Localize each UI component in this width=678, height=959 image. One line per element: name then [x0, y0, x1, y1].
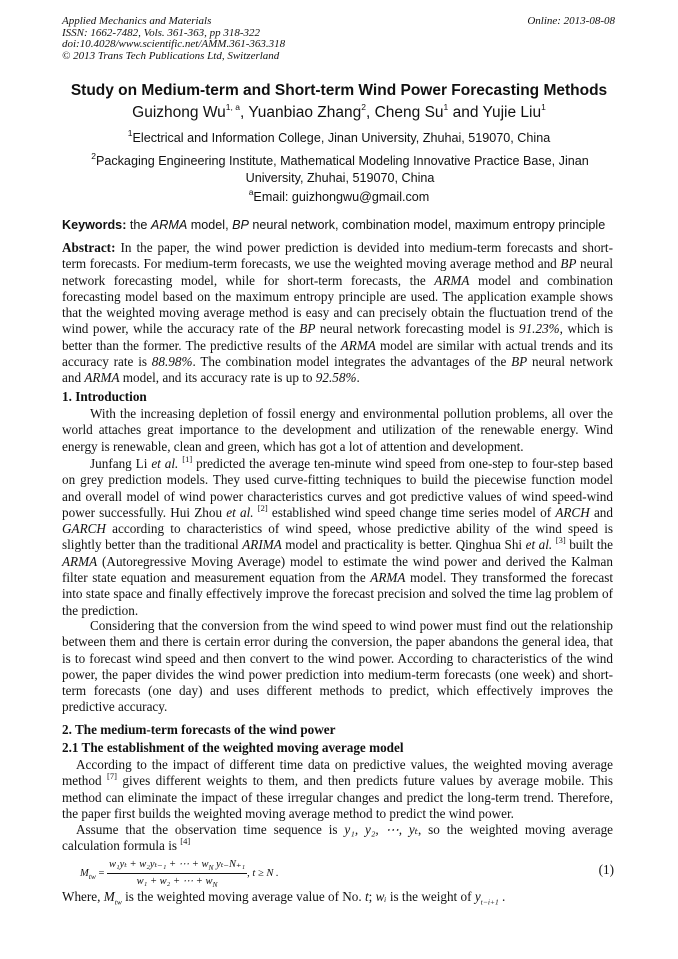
subsection-heading-weighted-moving-average: 2.1 The establishment of the weighted moving average model — [62, 740, 404, 755]
email-text: Email: guizhongwu@gmail.com — [253, 190, 430, 204]
formula-text: w₁yₜ + w₂yₜ₋₁ + ⋯ + w — [109, 859, 209, 870]
para-text: ; — [368, 889, 376, 904]
abstract-text: neural network forecasting model is — [315, 321, 519, 337]
formula-lhs-sub: tw — [88, 872, 96, 882]
formula-lhs: M — [80, 868, 89, 879]
para-italic: ARMA — [370, 570, 406, 586]
para-text: model and practicality is better. Qinghua Shi — [281, 537, 526, 553]
keywords-italic: ARMA — [150, 218, 188, 232]
journal-header — [62, 16, 285, 62]
section2-paragraph-1 — [62, 757, 613, 822]
para-italic: ARIMA — [242, 537, 282, 553]
keywords-text: model, — [187, 218, 233, 232]
observation-sequence: y₁, y₂, ⋯, yₜ — [344, 822, 419, 837]
abstract-text: neural network forecasting model, while for short-term forecasts, the — [62, 256, 613, 288]
para-italic: et al. — [226, 504, 254, 520]
math-var: y — [474, 889, 481, 904]
para-text: gives different weights to them, and then predicts future values by average mobile. This method can eliminate the impact of these irregular changes and predict the long-term trend. Therefore, the paper first builds the weighted moving average method to predict the wind power. — [62, 773, 613, 821]
author-name: Guizhong Wu — [132, 104, 226, 121]
abstract — [62, 240, 613, 387]
equation-where-line — [62, 889, 505, 907]
para-text: predicted the average ten-minute wind speed from one-step to four-step based on grey prediction models. They used curve-fitting techniques to build the piecewise function model and overall model of wind power characteristics curves and got predictive values of wind speed-wind power successfully. Hui Zhou — [62, 456, 613, 520]
section-heading-introduction: 1. Introduction — [62, 389, 147, 404]
intro-paragraph-1: With the increasing depletion of fossil energy and environmental pollution problems, all over the world attaches great importance to the development and utilization of the renewable energy. Wind energy is renewable, clean and green, which has got a lot of attention and development. — [62, 406, 613, 454]
section2-paragraph-2 — [62, 822, 613, 855]
author-name: Yuanbiao Zhang — [248, 104, 362, 121]
para-text: established wind speed change time series model of — [267, 504, 556, 520]
math-sub: t−i+1 — [480, 897, 499, 907]
author-sup: 1, a — [225, 101, 240, 112]
formula-denominator — [107, 874, 247, 889]
formula-sub: N — [208, 863, 214, 873]
para-text: built the — [565, 537, 614, 553]
abstract-label: Abstract: — [62, 240, 116, 255]
copyright-line: © 2013 Trans Tech Publications Ltd, Switzerland — [62, 49, 280, 62]
para-text: According to the impact of different time data on predictive values, the weighted moving average method — [62, 757, 613, 789]
affiliation-2 — [90, 150, 590, 186]
email-sup: a — [248, 186, 254, 197]
keywords-text: the — [126, 218, 151, 232]
abstract-text: . The combination model integrates the advantages of the — [192, 354, 512, 370]
issn-line: ISSN: 1662-7482, Vols. 361-363, pp 318-322 — [62, 26, 260, 39]
abstract-italic: ARMA — [84, 370, 120, 386]
keywords-italic: BP — [232, 218, 249, 232]
math-var: M — [103, 889, 115, 904]
abstract-text: In the paper, the wind power prediction is devided into medium-term forecasts and short-term forecasts. For medium-term forecasts, we use the weighted moving average method and — [62, 240, 613, 272]
section-heading-medium-term: 2. The medium-term forecasts of the wind power — [62, 722, 336, 737]
keywords — [62, 218, 605, 232]
math-var: wᵢ — [375, 889, 387, 904]
author-sup: 1 — [443, 101, 449, 112]
citation-ref: [7] — [107, 770, 117, 781]
para-italic: ARCH — [555, 504, 590, 520]
intro-paragraph-3: Considering that the conversion from the wind speed to wind power must find out the relationship between them and there is certain error during the conversion, the paper abandons the general idea, that is to forecast wind speed and then convert to the wind power. According to characteristics of the wind power, the paper divides the wind power prediction into medium-term forecasts (one week) and short-term forecasts (one day) and uses different methods to predict, which effectively improves the predictive accuracy. — [62, 618, 613, 715]
para-text: according to characteristics of wind speed, whose predictive ability of the wind speed is slightly better than the traditional — [62, 521, 613, 553]
para-text: . — [498, 889, 506, 904]
para-text: , so the weighted moving average calculation formula is — [62, 822, 614, 854]
abstract-italic: 91.23% — [518, 321, 560, 337]
para-text: Where, — [62, 889, 104, 904]
keywords-label: Keywords: — [62, 218, 127, 232]
author-separator: , — [239, 104, 249, 121]
para-italic: ARMA — [62, 553, 98, 569]
formula-numerator — [107, 858, 247, 874]
affiliation-1 — [0, 127, 678, 147]
para-text: and — [589, 504, 613, 520]
para-text: Assume that the observation time sequence is — [76, 822, 345, 837]
formula-condition: , t ≥ N . — [247, 868, 279, 879]
abstract-italic: 88.98% — [151, 354, 193, 370]
para-text: is the weighted moving average value of No. — [121, 889, 365, 904]
abstract-italic: BP — [560, 256, 577, 272]
abstract-text: , which is better than the former. The predictive results of the — [62, 321, 613, 353]
formula-text: w₁ + w₂ + ⋯ + w — [136, 876, 213, 888]
author-separator: , — [365, 104, 375, 121]
abstract-text: model are similar with actual trends and its accuracy rate is — [62, 337, 613, 370]
para-text: Junfang Li — [90, 456, 152, 471]
math-sub: tw — [114, 897, 122, 907]
affiliation-sup: 1 — [127, 127, 133, 138]
formula-fraction — [107, 858, 247, 889]
online-date: Online: 2013-08-08 — [527, 15, 615, 27]
abstract-italic: 92.58% — [315, 370, 357, 386]
abstract-text: model, and its accuracy rate is up to — [119, 370, 316, 386]
author-email — [0, 186, 678, 206]
math-var: t — [365, 889, 369, 904]
equation-number: (1) — [598, 862, 614, 877]
citation-ref: [1] — [182, 453, 193, 464]
para-italic: GARCH — [62, 521, 106, 537]
doi-line: doi:10.4028/www.scientific.net/AMM.361-363.318 — [62, 38, 286, 50]
para-text: (Autoregressive Moving Average) model to estimate the wind power and derived the Kalman filter state equation and measurement equation from the — [62, 553, 613, 586]
citation-ref: [3] — [555, 535, 566, 546]
journal-name: Applied Mechanics and Materials — [62, 15, 212, 27]
author-separator: and — [448, 104, 483, 121]
citation-ref: [4] — [180, 835, 191, 846]
abstract-italic: ARMA — [434, 272, 470, 288]
author-sup: 1 — [541, 101, 546, 112]
abstract-italic: ARMA — [340, 337, 376, 353]
abstract-text: neural network and — [62, 354, 614, 386]
formula-text: yₜ₋N₊₁ — [213, 859, 246, 870]
author-sup: 2 — [361, 101, 366, 112]
affiliation-sup: 2 — [91, 150, 96, 161]
affiliation-text: Packaging Engineering Institute, Mathematical Modeling Innovative Practice Base, Jinan University, Zhuhai, 519070, China — [95, 154, 589, 185]
abstract-text: model and combination forecasting model based on the maximum entropy principle are used. The application example shows that the weighted moving average method is easy and can precisely obtain the fluctuation trend of the wind power, while the accuracy rate of the — [62, 272, 613, 337]
abstract-italic: BP — [511, 354, 528, 370]
formula-sub: N — [212, 880, 218, 890]
keywords-text: neural network, combination model, maximum entropy principle — [248, 218, 606, 232]
para-text: is the weight of — [386, 889, 475, 904]
abstract-text: . — [356, 370, 360, 386]
affiliation-text: Electrical and Information College, Jinan University, Zhuhai, 519070, China — [132, 131, 551, 145]
author-name: Yujie Liu — [482, 104, 542, 121]
abstract-italic: BP — [299, 321, 316, 337]
para-italic: et al. — [525, 537, 553, 553]
para-text: model. They transformed the forecast into state space and finally effectively improve the forecast precision and solved the time lag problem of the prediction. — [62, 570, 613, 618]
para-italic: et al. — [151, 456, 179, 471]
author-name: Cheng Su — [374, 104, 444, 121]
paper-title: Study on Medium-term and Short-term Wind Power Forecasting Methods — [70, 82, 608, 99]
author-list — [0, 101, 678, 122]
equation-1: $M_{tw}$ = $\frac{w_1y_t + w_2y_{t-1} + \cdots + w_N y_{t-}N_{+1}}{w_1 + w_2 + \cdots + w_N}$ , t ≥ N . — [80, 859, 279, 890]
citation-ref: [2] — [257, 502, 268, 513]
intro-paragraph-2 — [62, 453, 614, 619]
